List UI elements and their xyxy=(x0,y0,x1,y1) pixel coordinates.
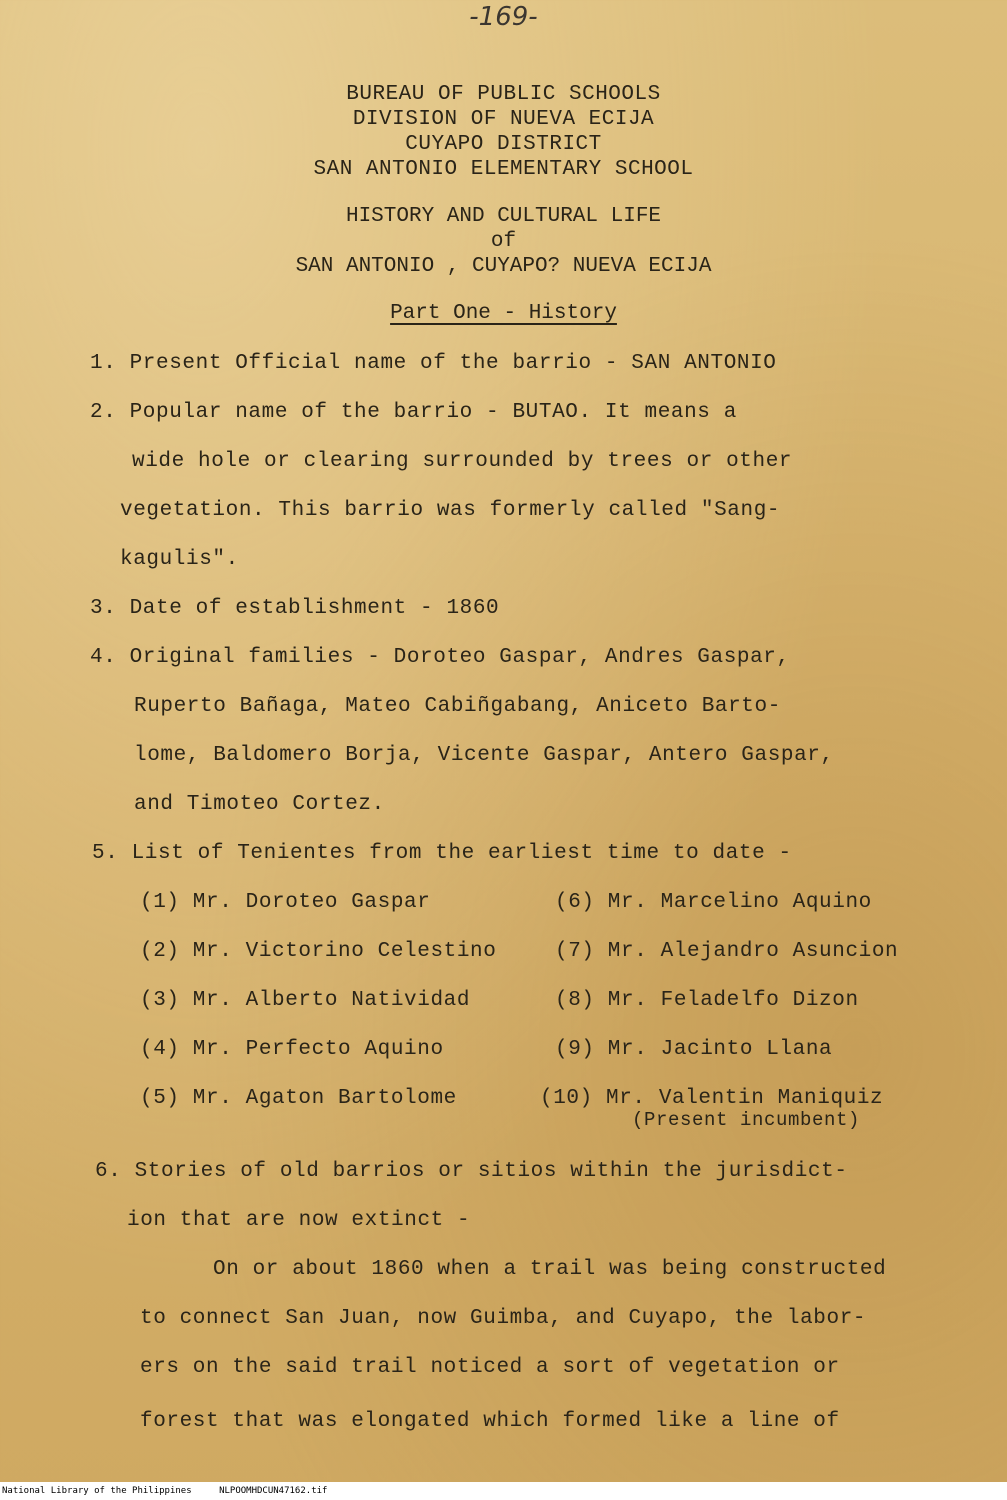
scan-footer xyxy=(0,1482,1007,1500)
title-line-2: of xyxy=(490,230,517,253)
page-number: -169- xyxy=(469,2,538,32)
footer-library: National Library of the Philippines xyxy=(2,1486,192,1496)
footer-filename: NLPOOMHDCUN47162.tif xyxy=(219,1486,328,1496)
item-6-line-4: to connect San Juan, now Guimba, and Cuyapo, the labor- xyxy=(140,1307,867,1330)
teniente-10-note: (Present incumbent) xyxy=(632,1109,861,1131)
item-6-line-2: ion that are now extinct - xyxy=(127,1209,471,1232)
teniente-3: (3) Mr. Alberto Natividad xyxy=(140,989,471,1012)
item-6-line-1: 6. Stories of old barrios or sitios within the jurisdict- xyxy=(95,1160,848,1183)
header-division: DIVISION OF NUEVA ECIJA xyxy=(352,108,655,131)
item-6-line-3: On or about 1860 when a trail was being constructed xyxy=(213,1258,887,1281)
item-4-line-3: lome, Baldomero Borja, Vicente Gaspar, Antero Gaspar, xyxy=(134,744,834,767)
letterhead xyxy=(0,82,1007,182)
teniente-9: (9) Mr. Jacinto Llana xyxy=(555,1038,833,1061)
part-heading xyxy=(0,302,1007,325)
teniente-1: (1) Mr. Doroteo Gaspar xyxy=(140,891,431,914)
header-bureau: BUREAU OF PUBLIC SCHOOLS xyxy=(346,83,661,106)
title-line-3: SAN ANTONIO , CUYAPO? NUEVA ECIJA xyxy=(295,255,712,278)
teniente-8: (8) Mr. Feladelfo Dizon xyxy=(555,989,859,1012)
teniente-4: (4) Mr. Perfecto Aquino xyxy=(140,1038,444,1061)
teniente-2: (2) Mr. Victorino Celestino xyxy=(140,940,497,963)
header-district: CUYAPO DISTRICT xyxy=(405,133,602,156)
item-4-line-1: 4. Original families - Doroteo Gaspar, Andres Gaspar, xyxy=(90,646,790,669)
item-2-line-1: 2. Popular name of the barrio - BUTAO. It means a xyxy=(90,401,737,424)
teniente-7: (7) Mr. Alejandro Asuncion xyxy=(555,940,899,963)
item-4-line-4: and Timoteo Cortez. xyxy=(134,793,385,816)
item-6-line-6: forest that was elongated which formed like a line of xyxy=(140,1410,840,1433)
item-2-line-3: vegetation. This barrio was formerly called "Sang- xyxy=(120,499,781,522)
item-3: 3. Date of establishment - 1860 xyxy=(90,597,500,620)
title-line-1: HISTORY AND CULTURAL LIFE xyxy=(345,205,662,228)
teniente-5: (5) Mr. Agaton Bartolome xyxy=(140,1087,457,1110)
header-school: SAN ANTONIO ELEMENTARY SCHOOL xyxy=(313,158,694,181)
item-6-line-5: ers on the said trail noticed a sort of vegetation or xyxy=(140,1356,840,1379)
document-title xyxy=(0,204,1007,279)
item-1: 1. Present Official name of the barrio - SAN ANTONIO xyxy=(90,352,777,375)
part-heading-text: Part One - History xyxy=(390,302,617,325)
teniente-10: (10) Mr. Valentin Maniquiz xyxy=(540,1087,884,1110)
item-4-line-2: Ruperto Bañaga, Mateo Cabiñgabang, Aniceto Barto- xyxy=(134,695,781,718)
item-2-line-2: wide hole or clearing surrounded by trees or other xyxy=(132,450,793,473)
item-5-heading: 5. List of Tenientes from the earliest time to date - xyxy=(92,842,792,865)
item-2-line-4: kagulis". xyxy=(120,548,239,571)
teniente-6: (6) Mr. Marcelino Aquino xyxy=(555,891,872,914)
